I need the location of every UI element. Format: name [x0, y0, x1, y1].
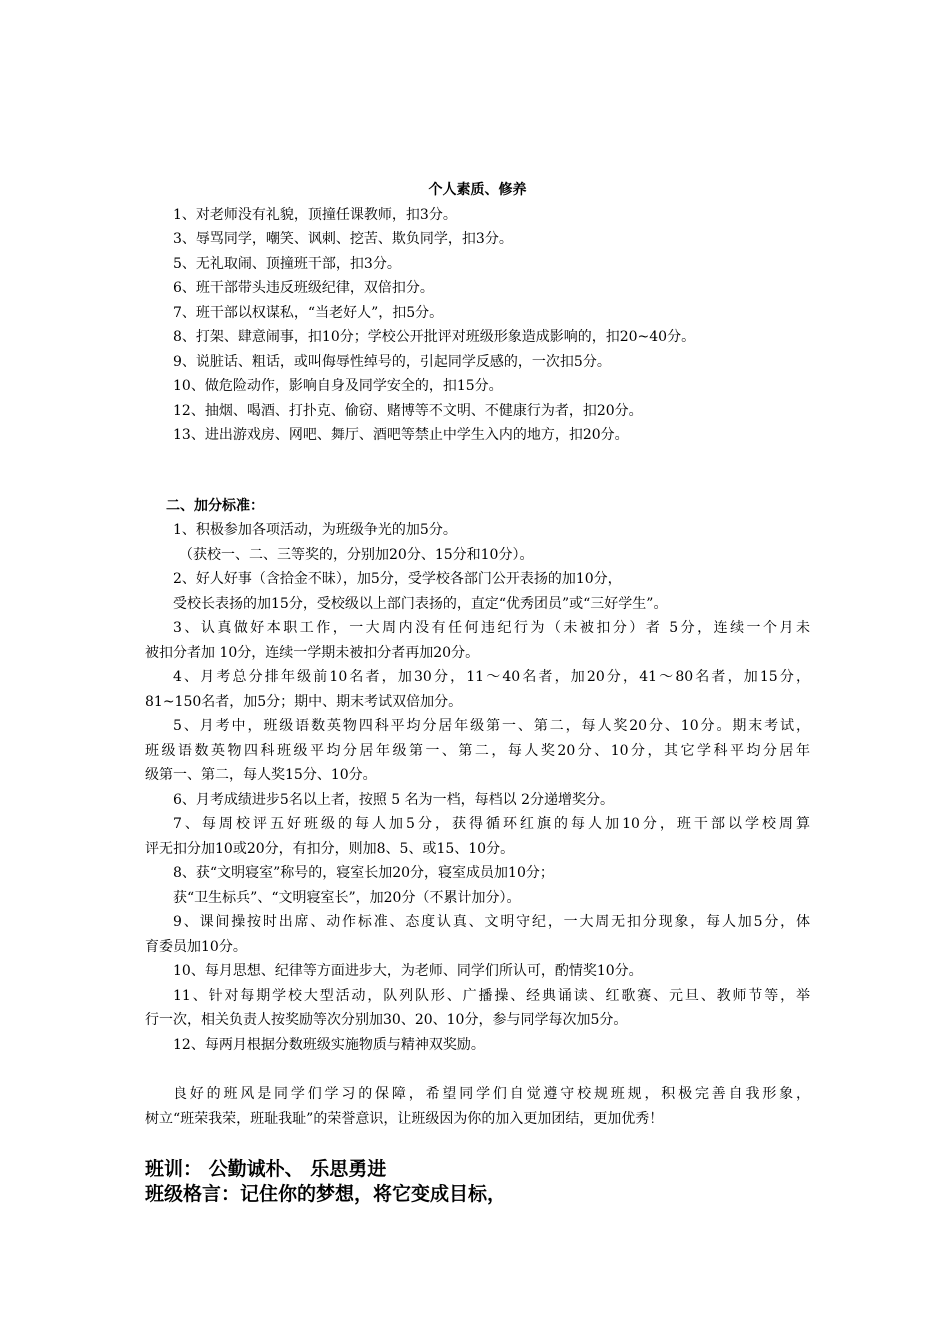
class-motto: 班训： 公勤诚朴、 乐思勇进 — [145, 1158, 387, 1180]
bonus-line: 6、月考成绩进步5名以上者，按照 5 名为一档，每档以 2分递增奖分。 — [173, 791, 614, 808]
bonus-line: 4、月考总分排年级前10名者，加30分，11～40名者，加20分，41～80名者，加15分， — [173, 669, 810, 685]
bonus-line: 获“卫生标兵”、“文明寝室长”，加20分（不累计加分）。 — [173, 889, 521, 906]
bonus-line: 级第一、第二，每人奖15分、10分。 — [145, 767, 377, 783]
deduction-item: 12、抽烟、喝酒、打扑克、偷窃、赌博等不文明、不健康行为者，扣20分。 — [173, 402, 643, 419]
bonus-line: 7、每周校评五好班级的每人加5分，获得循环红旗的每人加10分，班干部以学校周算 — [173, 816, 810, 832]
bonus-line: 行一次，相关负责人按奖励等次分别加30、20、10分，参与同学每次加5分。 — [145, 1012, 628, 1028]
bonus-line: （获校一、二、三等奖的，分别加20分、15分和10分）。 — [179, 546, 534, 563]
document-page — [145, 178, 810, 1207]
bonus-line: 班级语数英物四科班级平均分居年级第一、第二，每人奖20分、10分，其它学科平均分居年 — [145, 742, 810, 759]
bonus-line: 12、每两月根据分数班级实施物质与精神双奖励。 — [173, 1036, 485, 1053]
deduction-item: 7、班干部以权谋私，“当老好人”，扣5分。 — [173, 304, 444, 321]
bonus-line: 评无扣分加10或20分，有扣分，则加8、5、或15、10分。 — [145, 840, 515, 857]
deduction-item: 9、说脏话、粗话，或叫侮辱性绰号的，引起同学反感的，一次扣5分。 — [173, 353, 611, 370]
bonus-line: 9、课间操按时出席、动作标准、态度认真、文明守纪，一大周无扣分现象，每人加5分，体 — [173, 914, 810, 930]
section2-title: 二、加分标准： — [166, 497, 264, 514]
deduction-item: 6、班干部带头违反班级纪律，双倍扣分。 — [173, 280, 434, 296]
deduction-item: 10、做危险动作，影响自身及同学安全的，扣15分。 — [173, 378, 503, 394]
bonus-line: 11、针对每期学校大型活动，队列队形、广播操、经典诵读、红歌赛、元旦、教师节等，举 — [173, 987, 810, 1004]
bonus-line: 8、获“文明寝室”称号的，寝室长加20分，寝室成员加10分； — [173, 865, 554, 881]
class-saying: 班级格言：记住你的梦想，将它变成目标， — [145, 1183, 507, 1205]
bonus-line: 3、认真做好本职工作，一大周内没有任何违纪行为（未被扣分）者 5分，连续一个月未 — [173, 620, 810, 636]
bonus-line: 受校长表扬的加15分，受校级以上部门表扬的，直定“优秀团员”或“三好学生”。 — [173, 595, 668, 612]
section1-title: 个人素质、修养 — [428, 182, 527, 198]
deduction-item: 1、对老师没有礼貌，顶撞任课教师，扣3分。 — [173, 206, 457, 223]
closing-paragraph: 良好的班风是同学们学习的保障，希望同学们自觉遵守校规班规，积极完善自我形象， — [173, 1086, 810, 1102]
deduction-item: 13、进出游戏房、网吧、舞厅、酒吧等禁止中学生入内的地方，扣20分。 — [173, 427, 629, 443]
deduction-item: 3、辱骂同学，嘲笑、讽刺、挖苦、欺负同学，扣3分。 — [173, 231, 513, 247]
bonus-line: 育委员加10分。 — [145, 938, 247, 955]
deduction-item: 5、无礼取闹、顶撞班干部，扣3分。 — [173, 255, 401, 272]
bonus-line: 5、月考中，班级语数英物四科平均分居年级第一、第二，每人奖20分、10分。期末考试， — [173, 718, 810, 734]
bonus-line: 81~150名者，加5分；期中、期末考试双倍加分。 — [145, 693, 463, 710]
deduction-item: 8、打架、肆意闹事，扣10分；学校公开批评对班级形象造成影响的，扣20~40分。 — [173, 329, 696, 345]
bonus-line: 2、好人好事（含拾金不昧），加5分，受学校各部门公开表扬的加10分， — [173, 571, 622, 587]
bonus-line: 被扣分者加 10分，连续一学期未被扣分者再加20分。 — [145, 644, 480, 661]
closing-paragraph: 树立“班荣我荣，班耻我耻”的荣誉意识，让班级因为你的加入更加团结，更加优秀！ — [145, 1110, 664, 1127]
bonus-line: 1、积极参加各项活动，为班级争光的加5分。 — [173, 522, 457, 538]
bonus-line: 10、每月思想、纪律等方面进步大，为老师、同学们所认可，酌情奖10分。 — [173, 963, 643, 979]
